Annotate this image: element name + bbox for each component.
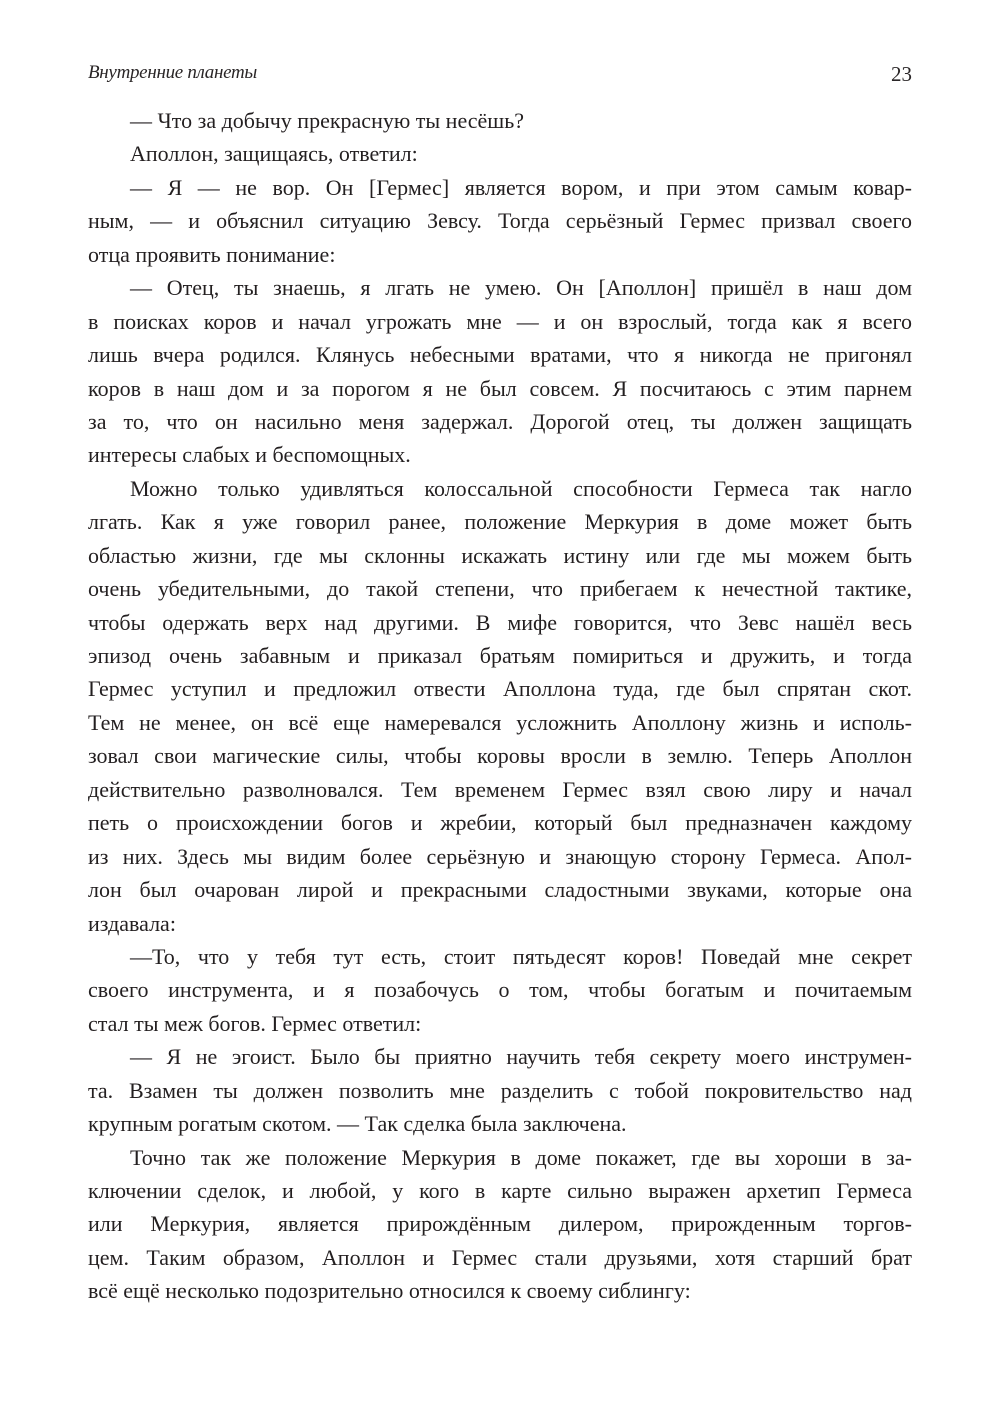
text-line: очень убедительными, до такой степени, что прибегаем к нечестной тактике, xyxy=(88,576,912,602)
text-line: та. Взамен ты должен позволить мне разделить с тобой покровительство над xyxy=(88,1077,912,1103)
body-text xyxy=(88,104,912,1308)
text-line: —То, что у тебя тут есть, стоит пятьдесят коров! Поведай мне секрет xyxy=(130,943,912,969)
text-line: областью жизни, где мы склонны искажать истину или где мы можем быть xyxy=(88,542,912,568)
text-line: — Я — не вор. Он [Гермес] является вором, и при этом самым ковар- xyxy=(130,174,912,200)
text-line: издавала: xyxy=(88,910,176,936)
text-line: крупным рогатым скотом. — Так сделка была заключена. xyxy=(88,1111,627,1137)
text-line: эпизод очень забавным и приказал братьям помириться и дружить, и тогда xyxy=(88,643,912,668)
text-line: — Отец, ты знаешь, я лгать не умею. Он [Аполлон] пришёл в наш дом xyxy=(130,275,912,301)
text-line: ным, — и объяснил ситуацию Зевсу. Тогда серьёзный Гермес призвал своего xyxy=(88,208,912,234)
page-number: 23 xyxy=(891,62,912,86)
text-line: чтобы одержать верх над другими. В мифе говорится, что Зевс нашёл весь xyxy=(88,609,912,635)
text-line: всё ещё несколько подозрительно относился к своему сиблингу: xyxy=(88,1278,691,1304)
text-line: лон был очарован лирой и прекрасными сладостными звуками, которые она xyxy=(88,877,912,903)
text-line: лишь вчера родился. Клянусь небесными вратами, что я никогда не пригонял xyxy=(88,342,912,368)
text-line: — Что за добычу прекрасную ты несёшь? xyxy=(130,108,525,133)
text-line: Можно только удивляться колоссальной способности Гермеса так нагло xyxy=(130,475,912,501)
text-line: действительно разволновался. Тем временем Гермес взял свою лиру и начал xyxy=(88,776,912,802)
text-line: интересы слабых и беспомощных. xyxy=(88,442,411,468)
text-line: в поисках коров и начал угрожать мне — и он взрослый, тогда как я всего xyxy=(88,308,912,334)
text-line: отца проявить понимание: xyxy=(88,241,336,267)
text-line: ключении сделок, и любой, у кого в карте сильно выражен архетип Гермеса xyxy=(88,1178,912,1203)
text-line: Тем не менее, он всё еще намеревался усложнить Аполлону жизнь и исполь- xyxy=(88,709,912,735)
text-line: из них. Здесь мы видим более серьёзную и знающую сторону Гермеса. Апол- xyxy=(88,843,912,869)
text-line: петь о происхождении богов и жребии, который был предназначен каждому xyxy=(88,810,912,836)
running-head-title: Внутренние планеты xyxy=(88,62,257,83)
text-line: — Я не эгоист. Было бы приятно научить тебя секрету моего инструмен- xyxy=(130,1044,912,1070)
text-line: Гермес уступил и предложил отвести Аполлона туда, где был спрятан скот. xyxy=(88,676,912,702)
text-line: цем. Таким образом, Аполлон и Гермес стали друзьями, хотя старший брат xyxy=(88,1244,912,1270)
text-line: Точно так же положение Меркурия в доме покажет, где вы хороши в за- xyxy=(130,1144,912,1170)
text-line: зовал свои магические силы, чтобы коровы вросли в землю. Теперь Аполлон xyxy=(88,743,912,769)
text-line: лгать. Как я уже говорил ранее, положение Меркурия в доме может быть xyxy=(88,509,912,535)
text-line: Аполлон, защищаясь, ответил: xyxy=(130,141,418,167)
text-line: коров в наш дом и за порогом я не был совсем. Я посчитаюсь с этим парнем xyxy=(88,375,912,401)
text-line: за то, что он насильно меня задержал. Дорогой отец, ты должен защищать xyxy=(88,408,912,434)
text-line: стал ты меж богов. Гермес ответил: xyxy=(88,1010,422,1036)
text-line: своего инструмента, и я позабочусь о том, чтобы богатым и почитаемым xyxy=(88,977,912,1003)
text-line: или Меркурия, является прирождённым дилером, прирожденным торгов- xyxy=(88,1211,912,1237)
